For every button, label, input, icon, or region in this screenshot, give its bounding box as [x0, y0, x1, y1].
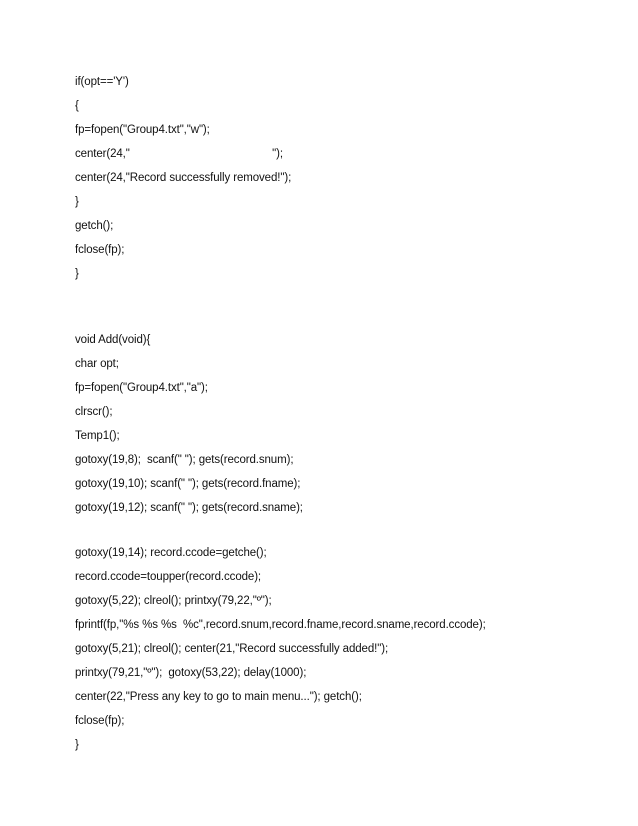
- code-line: gotoxy(5,22); clreol(); printxy(79,22,"º");: [75, 595, 272, 607]
- code-line: printxy(79,21,"º"); gotoxy(53,22); delay(1000);: [75, 667, 307, 679]
- code-line: gotoxy(19,14); record.ccode=getche();: [75, 547, 267, 559]
- code-line: {: [75, 100, 79, 112]
- code-line: center(22,"Press any key to go to main menu..."); getch();: [75, 691, 362, 703]
- code-line: void Add(void){: [75, 334, 151, 346]
- code-line: fclose(fp);: [75, 244, 125, 256]
- code-line: if(opt=='Y'): [75, 76, 129, 88]
- code-line: }: [75, 268, 79, 280]
- code-line: gotoxy(5,21); clreol(); center(21,"Record successfully added!");: [75, 643, 389, 655]
- code-line: center(24," ");: [75, 148, 283, 160]
- code-line: fclose(fp);: [75, 715, 125, 727]
- code-line: gotoxy(19,10); scanf(" "); gets(record.fname);: [75, 478, 301, 490]
- code-line: fp=fopen("Group4.txt","a");: [75, 382, 208, 394]
- code-line: getch();: [75, 220, 114, 232]
- code-line: gotoxy(19,12); scanf(" "); gets(record.sname);: [75, 502, 303, 514]
- code-line: center(24,"Record successfully removed!");: [75, 172, 292, 184]
- code-line: Temp1();: [75, 430, 120, 442]
- code-line: }: [75, 739, 79, 751]
- code-line: gotoxy(19,8); scanf(" "); gets(record.snum);: [75, 454, 294, 466]
- code-line: clrscr();: [75, 406, 113, 418]
- code-line: }: [75, 196, 79, 208]
- code-line: fprintf(fp,"%s %s %s %c",record.snum,record.fname,record.sname,record.ccode);: [75, 619, 486, 631]
- code-line: record.ccode=toupper(record.ccode);: [75, 571, 262, 583]
- code-line: fp=fopen("Group4.txt","w");: [75, 124, 210, 136]
- code-line: char opt;: [75, 358, 119, 370]
